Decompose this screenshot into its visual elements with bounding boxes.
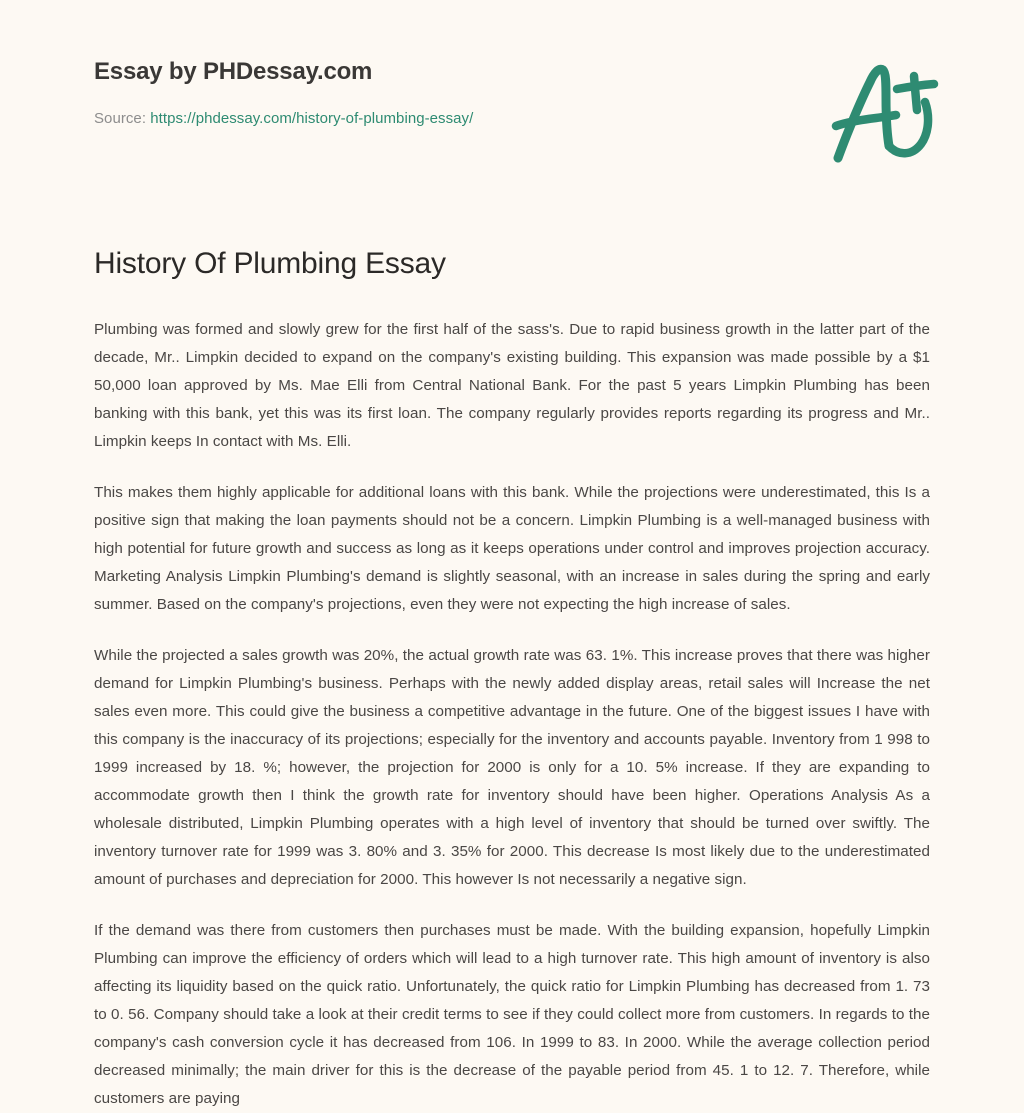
essay-paragraph: While the projected a sales growth was 20%, the actual growth rate was 63. 1%. This increase proves that there was higher demand for Limpkin Plumbing's business. Perhaps with the newly added display areas, retail sales will Increase the net sales even more. This could give the business a competitive advantage in the future. One of the biggest issues I have with this company is the inaccuracy of its projections; especially for the inventory and accounts payable. Inventory from 1 998 to 1999 increased by 18. %; however, the projection for 2000 is only for a 10. 5% increase. If they are expanding to accommodate growth then I think the growth rate for inventory should have been higher. Operations Analysis As a wholesale distributed, Limpkin Plumbing operates with a high level of inventory that should be turned over swiftly. The inventory turnover rate for 1999 was 3. 80% and 3. 35% for 2000. This decrease Is most likely due to the underestimated amount of purchases and depreciation for 2000. This however Is not necessarily a negative sign.	[94, 647, 930, 888]
essay-body	[94, 316, 930, 1113]
source-line	[94, 109, 930, 129]
source-label: Source:	[94, 109, 147, 127]
page-content	[0, 246, 1024, 1113]
aplus-logo-svg	[826, 58, 946, 168]
essay-paragraph: This makes them highly applicable for additional loans with this bank. While the projections were underestimated, this Is a positive sign that making the loan payments should not be a concern. Limpkin Plumbing is a well-managed business with high potential for future growth and success as long as it keeps operations under control and improves projection accuracy. Marketing Analysis Limpkin Plumbing's demand is slightly seasonal, with an increase in sales during the spring and early summer. Based on the company's projections, even they were not expecting the high increase of sales.	[94, 484, 930, 613]
page-header	[0, 0, 1024, 190]
source-url-link[interactable]: https://phdessay.com/history-of-plumbing-essay/	[150, 109, 474, 127]
aplus-logo-icon	[826, 58, 946, 168]
essay-paragraph: Plumbing was formed and slowly grew for the first half of the sass's. Due to rapid business growth in the latter part of the decade, Mr.. Limpkin decided to expand on the company's existing building. This expansion was made possible by a $1 50,000 loan approved by Ms. Mae Elli from Central National Bank. For the past 5 years Limpkin Plumbing has been banking with this bank, yet this was its first loan. The company regularly provides reports regarding its progress and Mr.. Limpkin keeps In contact with Ms. Elli.	[94, 321, 930, 450]
brand-title: Essay by PHDessay.com	[94, 58, 373, 85]
essay-paragraph: If the demand was there from customers then purchases must be made. With the building expansion, hopefully Limpkin Plumbing can improve the efficiency of orders which will lead to a high turnover rate. This high amount of inventory is also affecting its liquidity based on the quick ratio. Unfortunately, the quick ratio for Limpkin Plumbing has decreased from 1. 73 to 0. 56. Company should take a look at their credit terms to see if they could collect more from customers. In regards to the company's cash conversion cycle it has decreased from 106. In 1999 to 83. In 2000. While the average collection period decreased minimally; the main driver for this is the decrease of the payable period from 45. 1 to 12. 7. Therefore, while customers are paying	[94, 922, 930, 1107]
page-title: History Of Plumbing Essay	[94, 247, 446, 280]
